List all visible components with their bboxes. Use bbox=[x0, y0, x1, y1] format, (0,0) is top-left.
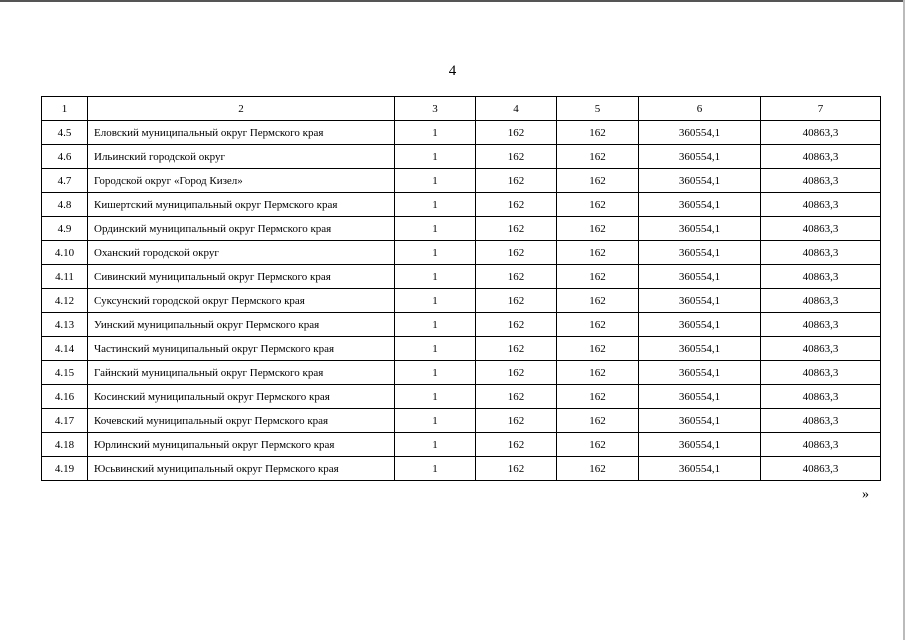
municipality-name-cell: Ординский муниципальный округ Пермского края bbox=[88, 217, 395, 241]
col3-cell: 1 bbox=[395, 409, 476, 433]
col4-cell: 162 bbox=[476, 169, 557, 193]
col5-cell: 162 bbox=[557, 217, 639, 241]
col7-cell: 40863,3 bbox=[761, 433, 881, 457]
municipality-name-cell: Косинский муниципальный округ Пермского края bbox=[88, 385, 395, 409]
municipality-name-cell: Кишертский муниципальный округ Пермского края bbox=[88, 193, 395, 217]
col5-cell: 162 bbox=[557, 361, 639, 385]
col5-cell: 162 bbox=[557, 337, 639, 361]
col5-cell: 162 bbox=[557, 433, 639, 457]
table-row bbox=[42, 145, 881, 169]
row-number-cell: 4.10 bbox=[42, 241, 88, 265]
col3-cell: 1 bbox=[395, 337, 476, 361]
col7-cell: 40863,3 bbox=[761, 169, 881, 193]
header-cell: 4 bbox=[476, 97, 557, 121]
col3-cell: 1 bbox=[395, 121, 476, 145]
table-row bbox=[42, 169, 881, 193]
table-row bbox=[42, 457, 881, 481]
col5-cell: 162 bbox=[557, 145, 639, 169]
col4-cell: 162 bbox=[476, 121, 557, 145]
municipality-name-cell: Сивинский муниципальный округ Пермского края bbox=[88, 265, 395, 289]
col3-cell: 1 bbox=[395, 193, 476, 217]
table-row bbox=[42, 337, 881, 361]
col5-cell: 162 bbox=[557, 241, 639, 265]
header-cell: 5 bbox=[557, 97, 639, 121]
header-cell: 3 bbox=[395, 97, 476, 121]
col6-cell: 360554,1 bbox=[639, 289, 761, 313]
col6-cell: 360554,1 bbox=[639, 121, 761, 145]
col5-cell: 162 bbox=[557, 409, 639, 433]
table-header-row bbox=[42, 97, 881, 121]
table-row bbox=[42, 409, 881, 433]
header-cell: 2 bbox=[88, 97, 395, 121]
table-row bbox=[42, 217, 881, 241]
municipality-name-cell: Еловский муниципальный округ Пермского края bbox=[88, 121, 395, 145]
col6-cell: 360554,1 bbox=[639, 217, 761, 241]
row-number-cell: 4.9 bbox=[42, 217, 88, 241]
header-cell: 1 bbox=[42, 97, 88, 121]
col3-cell: 1 bbox=[395, 289, 476, 313]
col3-cell: 1 bbox=[395, 145, 476, 169]
col7-cell: 40863,3 bbox=[761, 217, 881, 241]
table-row bbox=[42, 313, 881, 337]
closing-quote: » bbox=[862, 487, 869, 502]
col6-cell: 360554,1 bbox=[639, 265, 761, 289]
table-row bbox=[42, 265, 881, 289]
col7-cell: 40863,3 bbox=[761, 361, 881, 385]
row-number-cell: 4.12 bbox=[42, 289, 88, 313]
col6-cell: 360554,1 bbox=[639, 457, 761, 481]
col4-cell: 162 bbox=[476, 145, 557, 169]
col7-cell: 40863,3 bbox=[761, 121, 881, 145]
municipality-name-cell: Гайнский муниципальный округ Пермского края bbox=[88, 361, 395, 385]
col5-cell: 162 bbox=[557, 121, 639, 145]
col4-cell: 162 bbox=[476, 433, 557, 457]
table-row bbox=[42, 289, 881, 313]
row-number-cell: 4.18 bbox=[42, 433, 88, 457]
table-row bbox=[42, 193, 881, 217]
col5-cell: 162 bbox=[557, 193, 639, 217]
municipality-name-cell: Юсьвинский муниципальный округ Пермского края bbox=[88, 457, 395, 481]
municipality-name-cell: Юрлинский муниципальный округ Пермского края bbox=[88, 433, 395, 457]
col6-cell: 360554,1 bbox=[639, 169, 761, 193]
header-cell: 6 bbox=[639, 97, 761, 121]
col6-cell: 360554,1 bbox=[639, 385, 761, 409]
row-number-cell: 4.6 bbox=[42, 145, 88, 169]
row-number-cell: 4.8 bbox=[42, 193, 88, 217]
table-row bbox=[42, 121, 881, 145]
col5-cell: 162 bbox=[557, 313, 639, 337]
row-number-cell: 4.14 bbox=[42, 337, 88, 361]
col4-cell: 162 bbox=[476, 361, 557, 385]
table-body bbox=[42, 97, 881, 481]
col3-cell: 1 bbox=[395, 433, 476, 457]
col3-cell: 1 bbox=[395, 265, 476, 289]
row-number-cell: 4.15 bbox=[42, 361, 88, 385]
col7-cell: 40863,3 bbox=[761, 457, 881, 481]
municipality-name-cell: Кочевский муниципальный округ Пермского края bbox=[88, 409, 395, 433]
col5-cell: 162 bbox=[557, 289, 639, 313]
col7-cell: 40863,3 bbox=[761, 289, 881, 313]
col3-cell: 1 bbox=[395, 241, 476, 265]
col6-cell: 360554,1 bbox=[639, 145, 761, 169]
data-table bbox=[41, 96, 881, 481]
col6-cell: 360554,1 bbox=[639, 337, 761, 361]
col4-cell: 162 bbox=[476, 265, 557, 289]
col6-cell: 360554,1 bbox=[639, 313, 761, 337]
municipality-name-cell: Ильинский городской округ bbox=[88, 145, 395, 169]
table-row bbox=[42, 433, 881, 457]
row-number-cell: 4.19 bbox=[42, 457, 88, 481]
col7-cell: 40863,3 bbox=[761, 337, 881, 361]
col3-cell: 1 bbox=[395, 385, 476, 409]
col4-cell: 162 bbox=[476, 337, 557, 361]
col6-cell: 360554,1 bbox=[639, 193, 761, 217]
table-row bbox=[42, 241, 881, 265]
col4-cell: 162 bbox=[476, 385, 557, 409]
col3-cell: 1 bbox=[395, 169, 476, 193]
col7-cell: 40863,3 bbox=[761, 385, 881, 409]
col4-cell: 162 bbox=[476, 289, 557, 313]
col5-cell: 162 bbox=[557, 457, 639, 481]
row-number-cell: 4.17 bbox=[42, 409, 88, 433]
col6-cell: 360554,1 bbox=[639, 241, 761, 265]
col4-cell: 162 bbox=[476, 313, 557, 337]
municipality-name-cell: Уинский муниципальный округ Пермского края bbox=[88, 313, 395, 337]
col7-cell: 40863,3 bbox=[761, 265, 881, 289]
municipality-name-cell: Оханский городской округ bbox=[88, 241, 395, 265]
col4-cell: 162 bbox=[476, 193, 557, 217]
row-number-cell: 4.11 bbox=[42, 265, 88, 289]
col7-cell: 40863,3 bbox=[761, 409, 881, 433]
col4-cell: 162 bbox=[476, 217, 557, 241]
col7-cell: 40863,3 bbox=[761, 193, 881, 217]
col6-cell: 360554,1 bbox=[639, 433, 761, 457]
row-number-cell: 4.13 bbox=[42, 313, 88, 337]
col3-cell: 1 bbox=[395, 313, 476, 337]
col5-cell: 162 bbox=[557, 385, 639, 409]
col4-cell: 162 bbox=[476, 409, 557, 433]
col3-cell: 1 bbox=[395, 217, 476, 241]
col5-cell: 162 bbox=[557, 265, 639, 289]
header-cell: 7 bbox=[761, 97, 881, 121]
municipality-name-cell: Частинский муниципальный округ Пермского края bbox=[88, 337, 395, 361]
col3-cell: 1 bbox=[395, 457, 476, 481]
col5-cell: 162 bbox=[557, 169, 639, 193]
col7-cell: 40863,3 bbox=[761, 313, 881, 337]
row-number-cell: 4.16 bbox=[42, 385, 88, 409]
col7-cell: 40863,3 bbox=[761, 241, 881, 265]
row-number-cell: 4.7 bbox=[42, 169, 88, 193]
municipality-name-cell: Суксунский городской округ Пермского края bbox=[88, 289, 395, 313]
table-row bbox=[42, 361, 881, 385]
municipality-name-cell: Городской округ «Город Кизел» bbox=[88, 169, 395, 193]
scan-edge-top bbox=[0, 0, 905, 2]
page-number: 4 bbox=[448, 63, 457, 79]
col6-cell: 360554,1 bbox=[639, 361, 761, 385]
col4-cell: 162 bbox=[476, 457, 557, 481]
row-number-cell: 4.5 bbox=[42, 121, 88, 145]
col7-cell: 40863,3 bbox=[761, 145, 881, 169]
col4-cell: 162 bbox=[476, 241, 557, 265]
col3-cell: 1 bbox=[395, 361, 476, 385]
table-row bbox=[42, 385, 881, 409]
col6-cell: 360554,1 bbox=[639, 409, 761, 433]
